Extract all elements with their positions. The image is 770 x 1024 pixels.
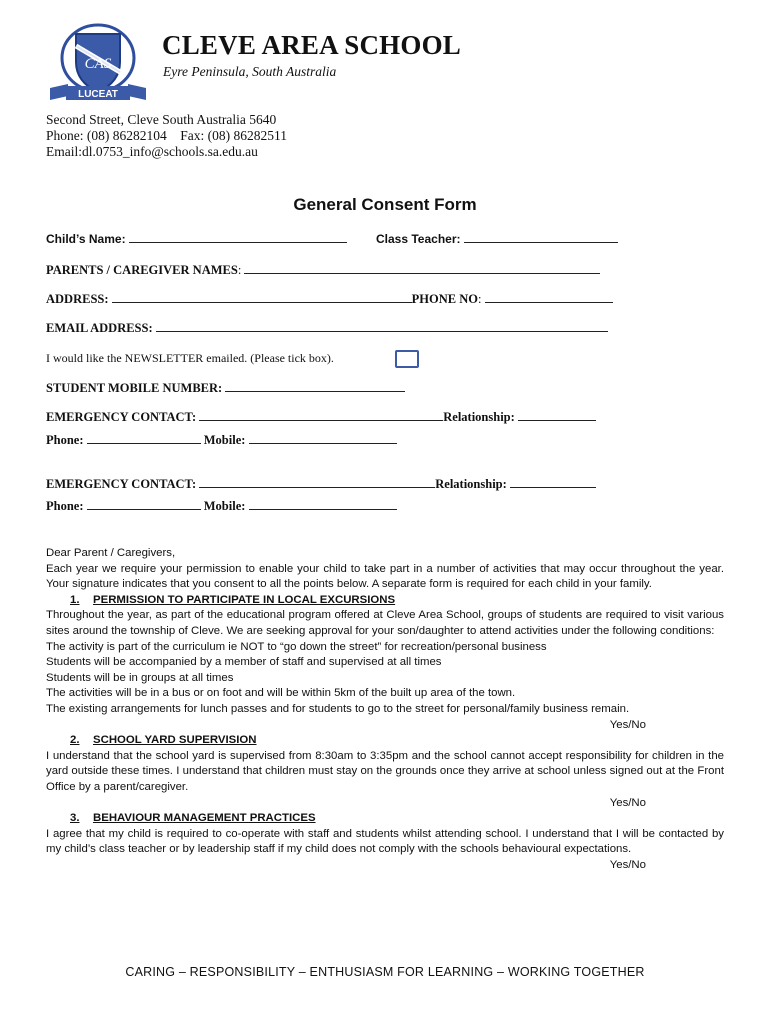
emergency-contact-1-field[interactable] (199, 409, 443, 421)
section-2-heading (46, 733, 724, 749)
condition-item: Students will be accompanied by a member of staff and supervised at all times (46, 656, 442, 669)
childs-name-label: Child’s Name: (46, 232, 126, 246)
emergency-mobile-1-field[interactable] (249, 432, 397, 444)
letter-greeting: Dear Parent / Caregivers, (46, 547, 176, 559)
relationship-label: Relationship: (435, 477, 507, 491)
email-field[interactable] (156, 320, 608, 332)
consent-letter (46, 546, 724, 873)
phone-label: Phone: (46, 433, 84, 447)
section-number: 2. (70, 734, 80, 747)
section-title: SCHOOL YARD SUPERVISION (93, 734, 257, 747)
student-mobile-field[interactable] (225, 380, 405, 392)
address-field[interactable] (112, 291, 412, 303)
emergency-mobile-2-field[interactable] (249, 498, 397, 510)
school-region: Eyre Peninsula, South Australia (163, 64, 337, 79)
newsletter-checkbox[interactable] (395, 350, 419, 368)
school-phone-fax: Phone: (08) 86282104 Fax: (08) 86282511 (46, 128, 287, 143)
phone-label: Phone: (46, 499, 84, 513)
childs-name-row (46, 231, 347, 246)
emergency-phone-1-row (46, 432, 397, 448)
emergency-phone-1-field[interactable] (87, 432, 201, 444)
parents-row: PARENTS / CAREGIVER NAMES: (46, 262, 600, 278)
class-teacher-row (376, 231, 618, 246)
section-3-yes-no[interactable]: Yes/No (609, 858, 646, 871)
school-name: CLEVE AREA SCHOOL (162, 30, 461, 60)
footer-motto: CARING – RESPONSIBILITY – ENTHUSIASM FOR LEARNING – WORKING TOGETHER (125, 965, 645, 979)
emergency-contact-label: EMERGENCY CONTACT: (46, 410, 197, 424)
student-mobile-row (46, 380, 405, 396)
phone-no-field[interactable] (485, 291, 613, 303)
section-title: PERMISSION TO PARTICIPATE IN LOCAL EXCURSIONS (93, 593, 396, 606)
school-address: Second Street, Cleve South Australia 5640 (46, 112, 277, 127)
relationship-label: Relationship: (443, 410, 515, 424)
address-row: ADDRESS: PHONE NO: (46, 291, 613, 307)
student-mobile-label: STUDENT MOBILE NUMBER: (46, 381, 223, 395)
school-crest-logo (46, 22, 150, 104)
section-number: 3. (70, 812, 80, 825)
section-3-body: I agree that my child is required to co-operate with staff and students whilst attending school. I understand that I will be contacted by my child’s class teacher or by leadership staff if my child does not comply with the schools behavioural expectations. (46, 827, 724, 856)
mobile-label: Mobile: (203, 499, 246, 513)
section-1-yes-no[interactable]: Yes/No (609, 718, 646, 731)
section-number: 1. (70, 593, 80, 606)
condition-item: Students will be in groups at all times (46, 671, 234, 684)
email-row (46, 320, 608, 336)
emergency-contact-1-row (46, 409, 596, 425)
section-title: BEHAVIOUR MANAGEMENT PRACTICES (93, 812, 316, 825)
relationship-1-field[interactable] (518, 409, 596, 421)
class-teacher-label: Class Teacher: (376, 232, 461, 246)
email-label: EMAIL ADDRESS: (46, 321, 153, 335)
section-2-body: I understand that the school yard is supervised from 8:30am to 3:35pm and the school cannot accept responsibility for children in the yard outside these times. I understand that children must stay on the grounds once they arrive at school unless signed out at the Front Office by a parent/caregiver. (46, 749, 724, 793)
phone-no-label: PHONE NO (411, 292, 478, 306)
condition-item: The activities will be in a bus or on foot and will be within 5km of the built up area of the town. (46, 687, 516, 700)
emergency-phone-2-row (46, 498, 397, 514)
section-2-yes-no[interactable]: Yes/No (609, 796, 646, 809)
childs-name-field[interactable] (129, 231, 347, 243)
parents-field[interactable] (244, 262, 600, 274)
condition-item: The activity is part of the curriculum ie NOT to “go down the street” for recreation/personal business (46, 640, 547, 653)
newsletter-text: I would like the NEWSLETTER emailed. (Please tick box). (46, 351, 334, 365)
emergency-contact-label: EMERGENCY CONTACT: (46, 477, 197, 491)
school-email: Email:dl.0753_info@schools.sa.edu.au (46, 144, 258, 159)
address-label: ADDRESS: (46, 292, 109, 306)
relationship-2-field[interactable] (510, 476, 596, 488)
section-1-body: Throughout the year, as part of the educational program offered at Cleve Area School, groups of students are required to visit various sites around the township of Cleve. We are seeking approval for your son/daughter to attend activities under the following conditions: (46, 609, 724, 637)
emergency-contact-2-row (46, 476, 596, 492)
svg-text:LUCEAT: LUCEAT (78, 89, 118, 100)
mobile-label: Mobile: (203, 433, 246, 447)
section-3-heading (46, 811, 724, 827)
svg-text:CAS: CAS (84, 56, 112, 72)
section-1-heading (46, 593, 724, 609)
condition-item: The existing arrangements for lunch passes and for students to go to the street for personal/family business remain. (46, 702, 630, 715)
parents-label: PARENTS / CAREGIVER NAMES (46, 263, 238, 277)
form-title: General Consent Form (293, 195, 477, 214)
letter-intro: Each year we require your permission to enable your child to take part in a number of activities that may occur throughout the year. Your signature indicates that you consent to all the points below. A separate form is required for each child in your family. (46, 562, 724, 591)
emergency-phone-2-field[interactable] (87, 498, 201, 510)
emergency-contact-2-field[interactable] (199, 476, 435, 488)
class-teacher-field[interactable] (464, 231, 618, 243)
